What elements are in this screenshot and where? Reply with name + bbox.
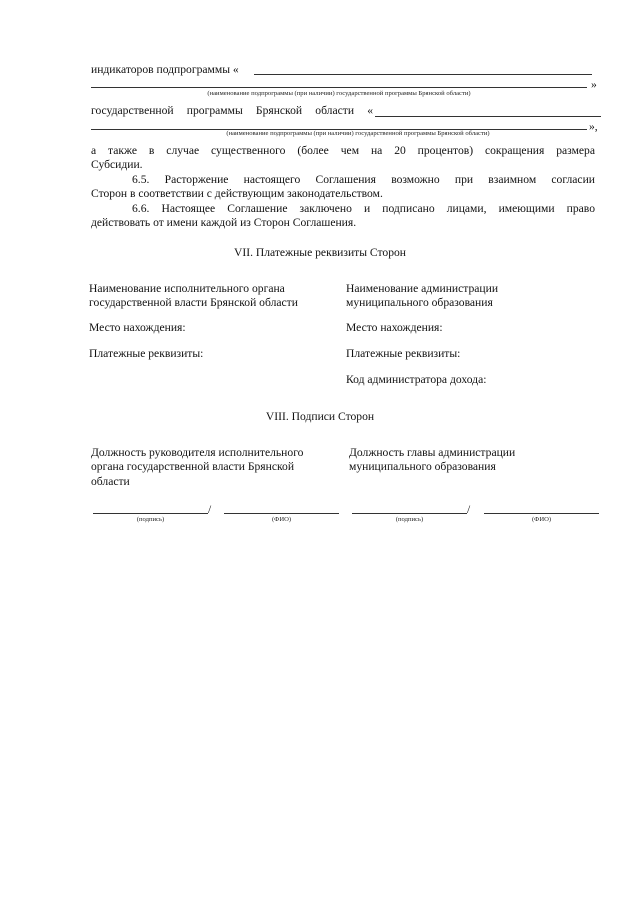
reduction-paragraph-line2: Субсидии. [91,158,143,171]
admin-head-position-line1: Должность главы администрации [349,446,516,459]
head-position-line2: органа государственной власти Брянской [91,460,295,473]
clause-6-5-line2: Сторон в соответствии с действующим законодательством. [91,187,383,200]
subprogram-name-blank-1 [254,74,592,75]
state-program-text: государственной программы Брянской области « [91,104,373,117]
left-signature-line [93,513,208,514]
subprogram-caption-1: (наименование подпрограммы (при наличии) государственной программы Брянской области) [207,90,471,97]
right-signature-line [352,513,467,514]
executive-body-name-line1: Наименование исполнительного органа [89,282,285,295]
clause-6-6-line2: действовать от имени каждой из Сторон Соглашения. [91,216,357,229]
section-7-heading: VII. Платежные реквизиты Сторон [233,246,407,259]
indicators-line-text: индикаторов подпрограммы « [91,63,239,76]
executive-body-location: Место нахождения: [89,321,186,334]
subprogram-caption-2: (наименование подпрограммы (при наличии) государственной программы Брянской области) [226,130,490,137]
subprogram-name-blank-3 [375,116,601,117]
right-signature-caption: (подпись) [395,516,424,523]
clause-6-5-line1: 6.5. Расторжение настоящего Соглашения возможно при взаимном согласии [132,173,595,186]
head-position-line1: Должность руководителя исполнительного [91,446,304,459]
left-signature-caption: (подпись) [136,516,165,523]
close-quote-comma: », [589,120,598,133]
left-fio-line [224,513,339,514]
head-position-line3: области [91,475,130,488]
administration-name-line1: Наименование администрации [346,282,499,295]
executive-body-payment-details: Платежные реквизиты: [89,347,204,360]
subprogram-name-blank-2 [91,87,587,88]
section-8-heading: VIII. Подписи Сторон [265,410,375,423]
right-fio-line [484,513,599,514]
admin-head-position-line2: муниципального образования [349,460,496,473]
left-fio-caption: (ФИО) [271,516,292,523]
income-administrator-code: Код администратора дохода: [346,373,487,386]
left-signature-slash: / [208,503,212,516]
close-quote: » [591,78,597,91]
executive-body-name-line2: государственной власти Брянской области [89,296,298,309]
right-fio-caption: (ФИО) [531,516,552,523]
administration-name-line2: муниципального образования [346,296,493,309]
right-signature-slash: / [467,503,471,516]
administration-location: Место нахождения: [346,321,443,334]
reduction-paragraph-line1: а также в случае существенного (более чем на 20 процентов) сокращения размера [91,144,595,157]
administration-payment-details: Платежные реквизиты: [346,347,461,360]
clause-6-6-line1: 6.6. Настоящее Соглашение заключено и подписано лицами, имеющими право [132,202,595,215]
